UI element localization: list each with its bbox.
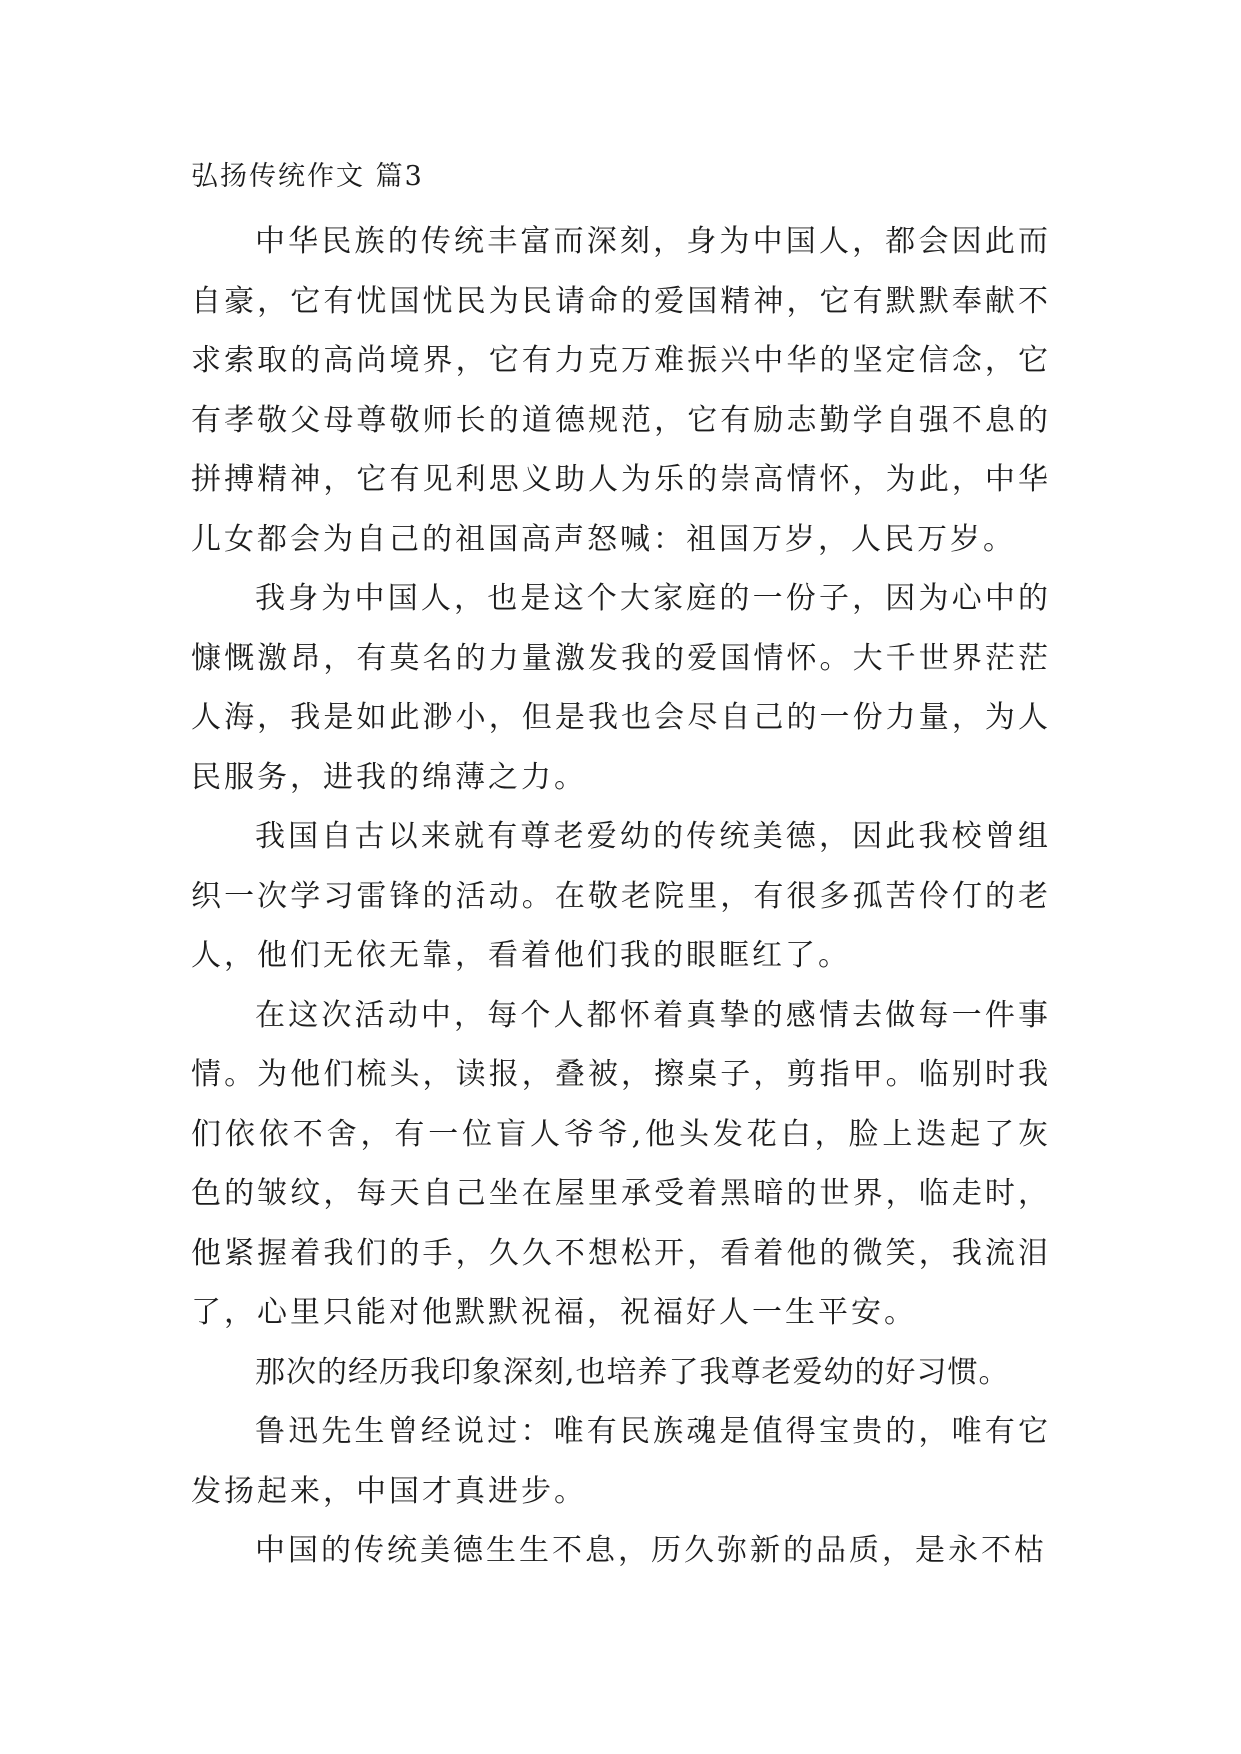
- paragraph-2: 我身为中国人，也是这个大家庭的一份子，因为心中的慷慨激昂，有莫名的力量激发我的爱国情怀。大千世界茫茫人海，我是如此渺小，但是我也会尽自己的一份力量，为人民服务，进我的绵薄之力。: [191, 581, 1051, 795]
- paragraph-4: 在这次活动中，每个人都怀着真挚的感情去做每一件事情。为他们梳头，读报，叠被，擦桌子，剪指甲。临别时我们依依不舍，有一位盲人爷爷,他头发花白，脸上迭起了灰色的皱纹，每天自己坐在屋里承受着黑暗的世界，临走时，他紧握着我们的手，久久不想松开，看着他的微笑，我流泪了，心里只能对他默默祝福，祝福好人一生平安。: [191, 997, 1051, 1330]
- paragraph-1: 中华民族的传统丰富而深刻，身为中国人，都会因此而自豪，它有忧国忧民为民请命的爱国精神，它有默默奉献不求索取的高尚境界，它有力克万难振兴中华的坚定信念，它有孝敬父母尊敬师长的道德规范，它有励志勤学自强不息的拼搏精神，它有见利思义助人为乐的崇高情怀，为此，中华儿女都会为自己的祖国高声怒喊：祖国万岁，人民万岁。: [191, 224, 1051, 557]
- essay-title: 弘扬传统作文 篇3: [191, 161, 424, 192]
- paragraph-3: 我国自古以来就有尊老爱幼的传统美德，因此我校曾组织一次学习雷锋的活动。在敬老院里，有很多孤苦伶仃的老人，他们无依无靠，看着他们我的眼眶红了。: [191, 819, 1051, 973]
- paragraph-6: 鲁迅先生曾经说过：唯有民族魂是值得宝贵的，唯有它发扬起来，中国才真进步。: [191, 1414, 1051, 1509]
- paragraph-5: 那次的经历我印象深刻,也培养了我尊老爱幼的好习惯。: [255, 1354, 1010, 1390]
- paragraph-7: 中国的传统美德生生不息，历久弥新的品质，是永不枯: [255, 1533, 1047, 1568]
- essay-body: [191, 162, 1051, 1581]
